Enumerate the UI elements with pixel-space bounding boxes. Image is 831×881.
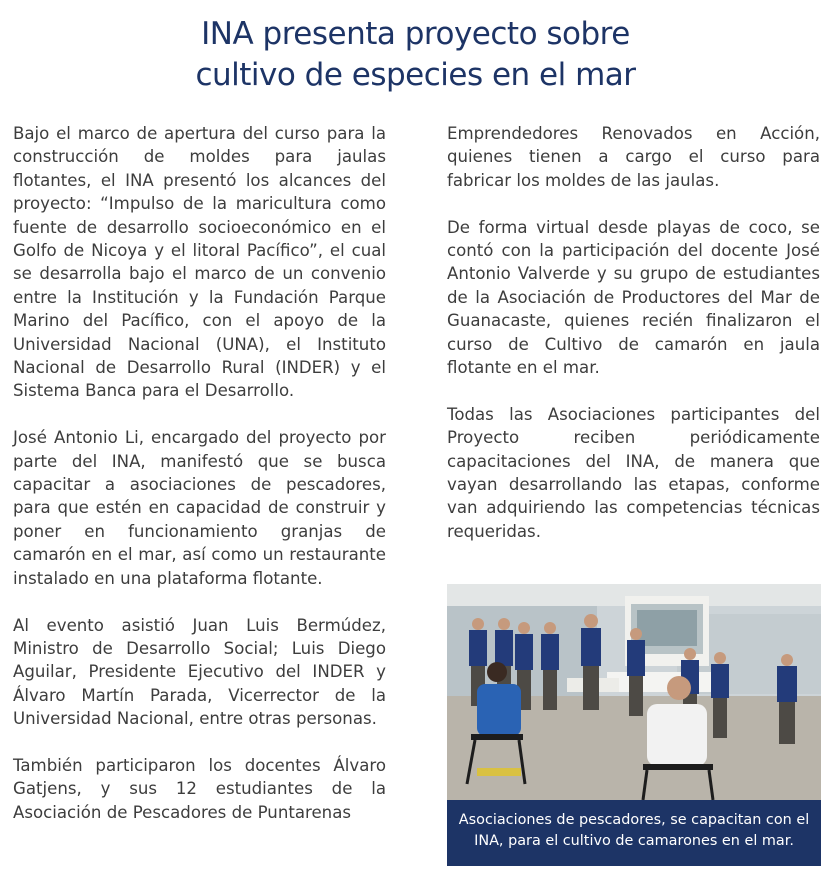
title-line-1: INA presenta proyecto sobre (201, 16, 630, 52)
left-column (13, 122, 386, 824)
right-column (447, 122, 820, 543)
article-title (0, 14, 831, 96)
training-room-photo (447, 584, 821, 800)
photo-caption (447, 800, 821, 866)
paragraph: Emprendedores Renovados en Acción, quienes tienen a cargo el curso para fabricar los moldes de las jaulas. (447, 124, 820, 190)
paragraph: José Antonio Li, encargado del proyecto por parte del INA, manifestó que se busca capacitar a asociaciones de pescadores, para que estén en capacidad de construir y poner en funcionamiento granjas de camarón en el mar, así como un restaurante instalado en una plataforma flotante. (13, 428, 386, 588)
paragraph: Todas las Asociaciones participantes del Proyecto reciben periódicamente capacitaciones del INA, de manera que vayan desarrollando las etapas, conforme van adquiriendo las competencias técnicas requeridas. (447, 404, 820, 541)
paragraph: Bajo el marco de apertura del curso para la construcción de moldes para jaulas flotantes, el INA presentó los alcances del proyecto: “Impulso de la maricultura como fuente de desarrollo socioeconómico en el Golfo de Nicoya y el litoral Pacífico”, el cual se desarrolla bajo el marco de un convenio entre la Institución y la Fundación Parque Marino del Pacífico, con el apoyo de la Universidad Nacional (UNA), el Instituto Nacional de Desarrollo Rural (INDER) y el Sistema Banca para el Desarrollo. (13, 124, 386, 401)
paragraph: También participaron los docentes Álvaro Gatjens, y sus 12 estudiantes de la Asociación de Pescadores de Puntarenas (13, 755, 386, 822)
title-line-2: cultivo de especies en el mar (195, 57, 636, 93)
caption-line-1: Asociaciones de pescadores, se capacitan con el (458, 812, 810, 828)
article-photo (447, 584, 821, 800)
paragraph: De forma virtual desde playas de coco, se contó con la participación del docente José Antonio Valverde y su grupo de estudiantes de la Asociación de Productores del Mar de Guanacaste, quienes recién finalizaron el curso de Cultivo de camarón en jaula flotante en el mar. (447, 217, 820, 378)
paragraph: Al evento asistió Juan Luis Bermúdez, Ministro de Desarrollo Social; Luis Diego Aguilar, Presidente Ejecutivo del INDER y Álvaro Martín Parada, Vicerrector de la Universidad Nacional, entre otras personas. (13, 615, 386, 729)
caption-line-2: INA, para el cultivo de camarones en el mar. (474, 833, 794, 849)
